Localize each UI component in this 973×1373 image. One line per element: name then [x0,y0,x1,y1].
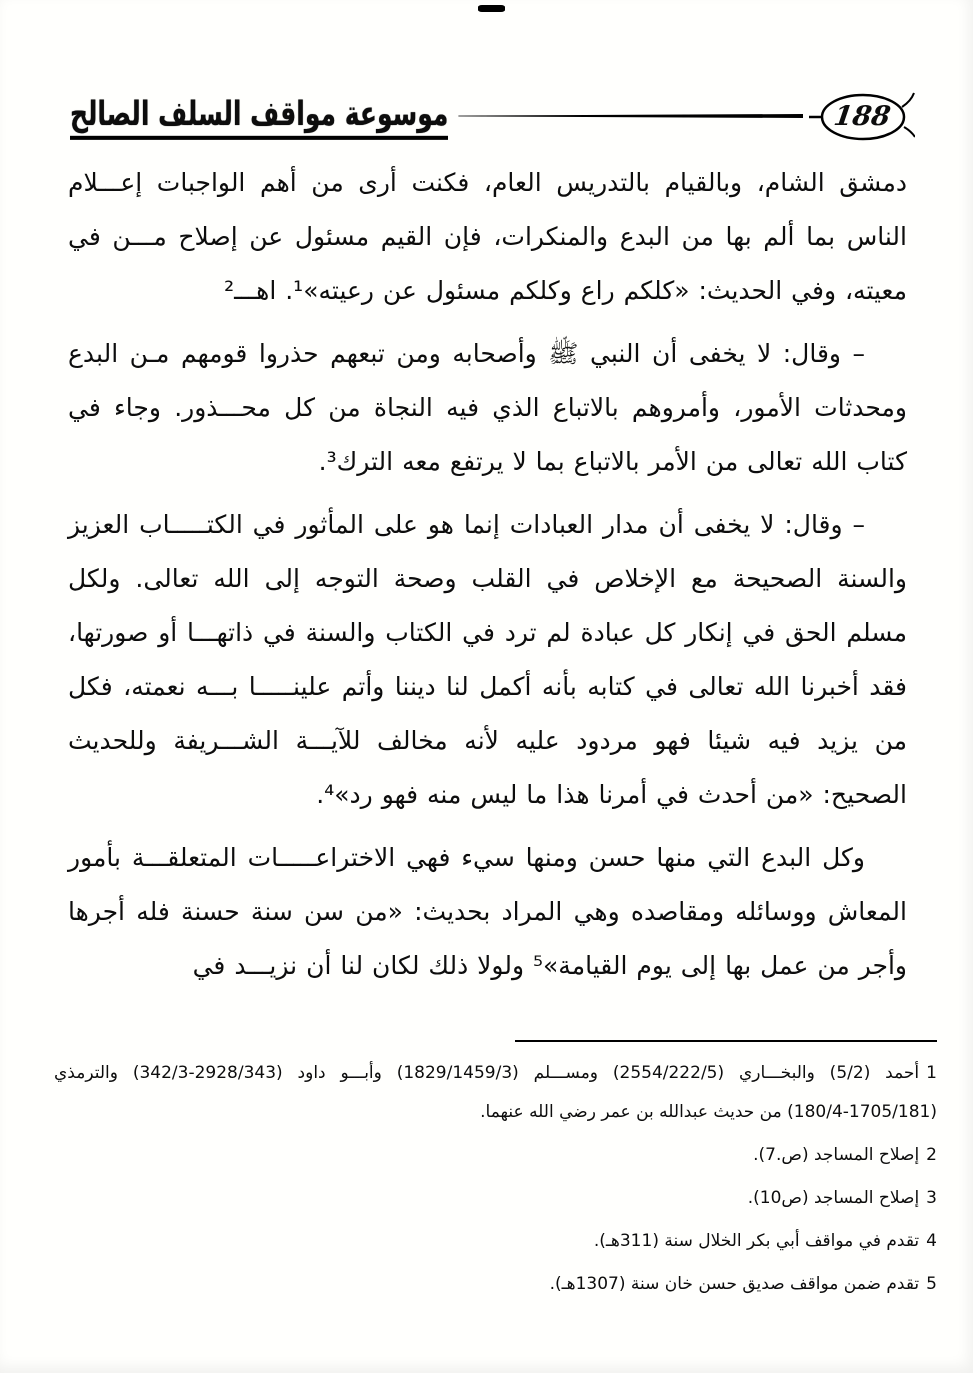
footnote-item [54,1136,937,1175]
footnote-item [54,1054,937,1132]
footnote-number: 4 [926,1231,937,1251]
page-number: 188 [831,100,893,132]
body-paragraph: وكل البدع التي منها حسن ومنها سيء فهي الاختراعـــــات المتعلقـــة بأمور المعاش ووسائله ومقاصده وهي المراد بحديث: «من سن سنة حسنة فله أجرها وأجر من عمل بها إلى يوم القيامة»⁵ ولولا ذلك لكان لنا أن نزيـــد في [68,843,907,980]
page-header [70,84,915,150]
book-title-calligraphy: موسوعة مواقف السلف الصالح [70,95,448,139]
body-text [68,156,907,1002]
footnote-text: تقدم في مواقف أبي بكر الخلال سنة (311هـ). [593,1231,920,1251]
footnote-number: 5 [926,1274,937,1294]
footnote-item [54,1179,937,1218]
footnote-item [54,1265,937,1304]
footnote-text: إصلاح المساجد (ص10). [747,1188,920,1208]
footnote-text: تقدم ضمن مواقف صديق حسن خان سنة (1307هـ). [549,1274,920,1294]
body-paragraph: – وقال: لا يخفى أن مدار العبادات إنما هو على المأثور في الكتـــــاب العزيز والسنة الصحيحة مع الإخلاص في القلب وصحة التوجه إلى الله تعالى. ولكل مسلم الحق في إنكار كل عبادة لم ترد في الكتاب والسنة في ذاتهـــا أو صورتها، فقد أخبرنا الله تعالى في كتابه بأنه أكمل لنا ديننا وأتم علينـــــا بـــه نعمته، فكل من يزيد فيه شيئا فهو مردود عليه لأنه مخالف للآيـــة الشـــريفة وللحديث الصحيح: «من أحدث في أمرنا هذا ما ليس منه فهو رد»⁴. [68,510,907,809]
footnote-item [54,1222,937,1261]
page-number-cartouche [809,89,915,145]
footnote-number: 2 [926,1145,937,1165]
body-paragraph: – وقال: لا يخفى أن النبي ﷺ وأصحابه ومن تبعهم حذروا قومهم مـن البدع ومحدثات الأمور، وأمروهم بالاتباع الذي فيه النجاة من كل محـــذور. وجاء في كتاب الله تعالى من الأمر بالاتباع بما لا يرتفع معه الترك³. [68,339,907,476]
footnote-number: 3 [926,1188,937,1208]
body-paragraph: دمشق الشام، وبالقيام بالتدريس العام، فكنت أرى من أهم الواجبات إعـــلام الناس بما ألم بها من البدع والمنكرات، فإن القيم مسئول عن إصلاح مـــن في معيته، وفي الحديث: «كلكم راع وكلكم مسئول عن رعيته»¹. اهـــ² [68,168,907,305]
footnotes-section [54,1040,937,1308]
footnote-text: إصلاح المساجد (ص.7). [753,1145,920,1165]
footnote-separator [515,1040,937,1042]
scan-artifact [478,5,505,12]
footnote-text: أحمد (5/2) والبخـــاري (2554/222/5) ومســـلم (1829/1459/3) وأبـــو داود (2928/343-342/3) والترمذي (1705/181-180/4) من حديث عبدالله بن عمر رضي الله عنهما. [54,1063,937,1122]
header-rule [458,114,803,118]
footnote-number: 1 [926,1063,937,1083]
